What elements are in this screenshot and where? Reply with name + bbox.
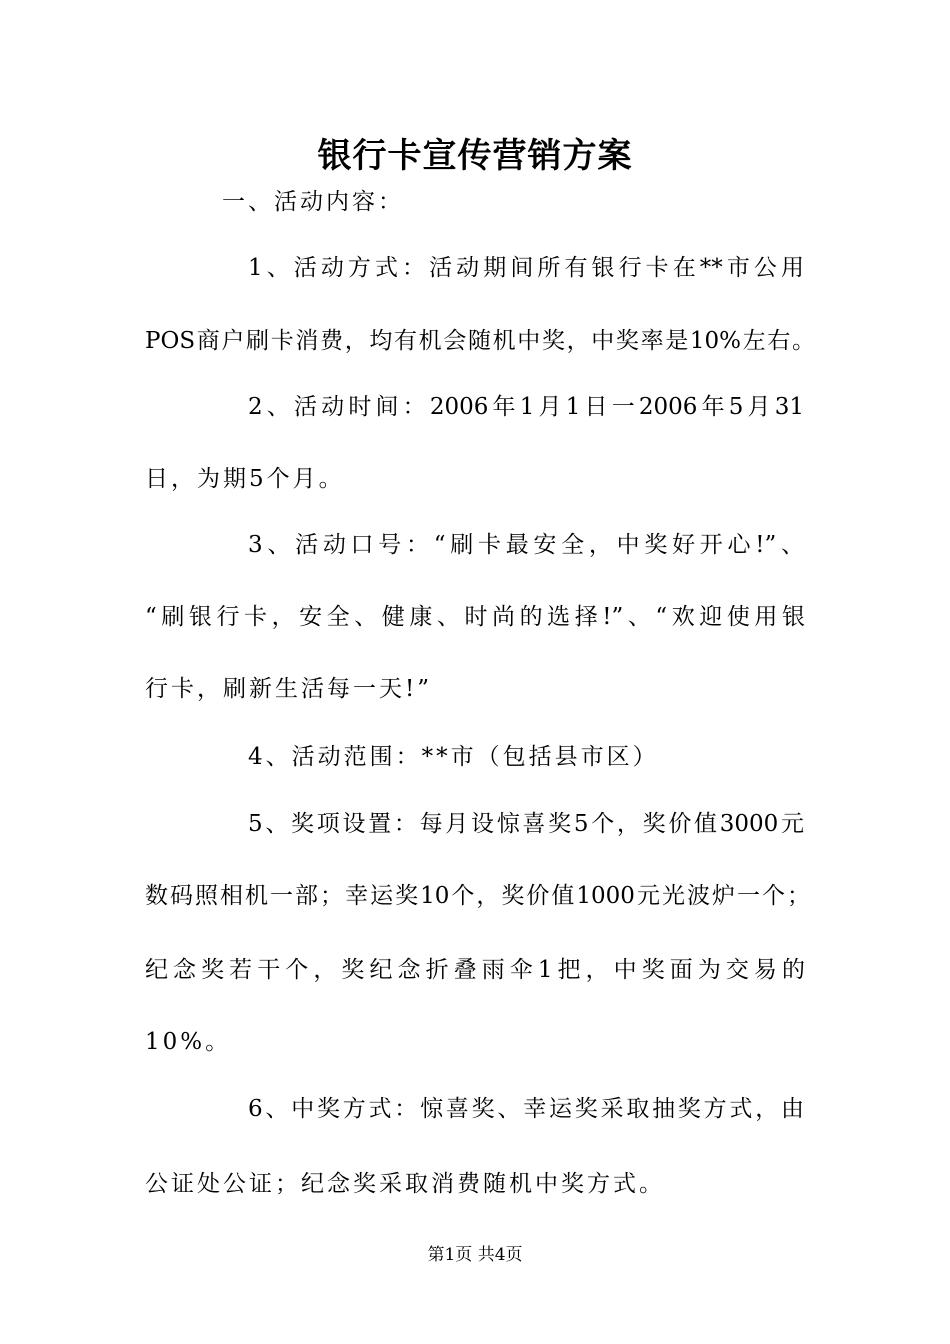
item-6-line-2: 公证处公证；纪念奖采取消费随机中奖方式。 bbox=[145, 1171, 665, 1197]
item-1-line-1: 1、活动方式：活动期间所有银行卡在**市公用 bbox=[248, 255, 804, 281]
item-3-line-1: 3、活动口号：“刷卡最安全，中奖好开心!”、 bbox=[248, 532, 804, 558]
document-title: 银行卡宣传营销方案 bbox=[317, 136, 633, 176]
page-footer: 第1页 共4页 bbox=[427, 1245, 523, 1265]
item-5-line-4: 10%。 bbox=[145, 1029, 232, 1055]
item-4-line-1: 4、活动范围：**市（包括县市区） bbox=[248, 744, 659, 770]
item-1-line-2: POS商户刷卡消费，均有机会随机中奖，中奖率是10%左右。 bbox=[145, 328, 815, 354]
item-2-line-1: 2、活动时间：2006年1月1日一2006年5月31 bbox=[248, 394, 804, 420]
item-6-line-1: 6、中奖方式：惊喜奖、幸运奖采取抽奖方式，由 bbox=[248, 1096, 804, 1122]
section-heading: 一、活动内容： bbox=[222, 189, 404, 215]
item-5-line-1: 5、奖项设置：每月设惊喜奖5个，奖价值3000元 bbox=[248, 811, 804, 837]
item-2-line-2: 日，为期5个月。 bbox=[145, 466, 345, 492]
item-5-line-3: 纪念奖若干个，奖纪念折叠雨伞1把，中奖面为交易的 bbox=[145, 957, 805, 983]
item-3-line-3: 行卡，刷新生活每一天!” bbox=[145, 676, 433, 702]
item-5-line-2: 数码照相机一部；幸运奖10个，奖价值1000元光波炉一个； bbox=[145, 883, 810, 909]
item-3-line-2: “刷银行卡，安全、健康、时尚的选择!”、“欢迎使用银 bbox=[145, 604, 805, 630]
